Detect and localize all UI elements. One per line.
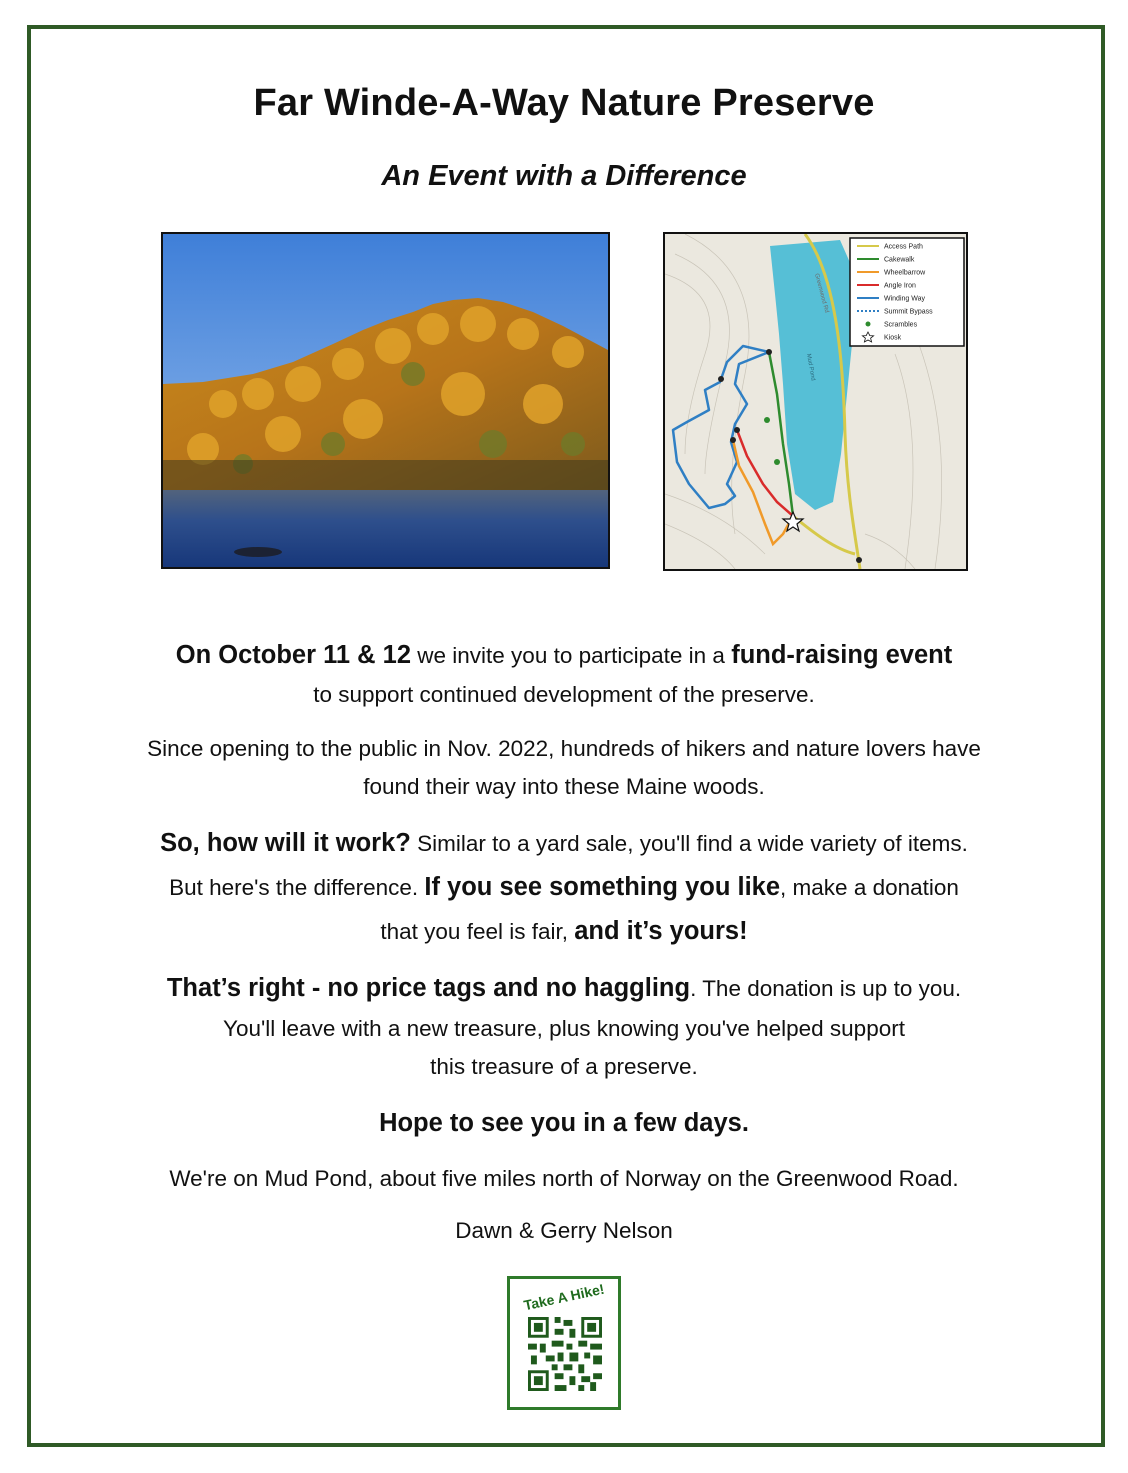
trail-map-illustration — [665, 234, 966, 569]
fair-text: that you feel is fair, — [380, 919, 575, 944]
preserve-line: this treasure of a preserve. — [430, 1054, 698, 1079]
road-label: Greenwood Rd — [813, 272, 830, 314]
legend-cakewalk: Cakewalk — [884, 256, 915, 264]
make-donation-text: , make a donation — [780, 875, 959, 900]
no-haggling-emphasis: That’s right - no price tags and no haggling — [166, 974, 691, 1002]
closing-text: Hope to see you in a few days. — [379, 1109, 749, 1137]
its-yours-emphasis: and it’s yours! — [574, 917, 748, 945]
location-text: We're on Mud Pond, about five miles north of Norway on the Greenwood Road. — [169, 1166, 959, 1191]
legend-access-path: Access Path — [884, 243, 923, 251]
event-paragraph — [60, 635, 1068, 714]
legend-winding-way: Winding Way — [884, 295, 925, 303]
treasure-line: You'll leave with a new treasure, plus knowing you've helped support — [223, 1016, 905, 1041]
event-purpose: to support continued development of the preserve. — [313, 682, 815, 707]
landscape-illustration — [163, 234, 608, 567]
location-line — [60, 1160, 1068, 1198]
legend-scrambles: Scrambles — [884, 321, 918, 329]
signature: Dawn & Gerry Nelson — [455, 1218, 673, 1243]
signature-line — [60, 1212, 1068, 1250]
legend-wheelbarrow: Wheelbarrow — [884, 269, 926, 277]
qr-code-icon — [528, 1317, 602, 1391]
autumn-hillside-photo — [161, 232, 610, 569]
event-dates: On October 11 & 12 — [175, 641, 412, 669]
pond-label: Mud Pond — [805, 353, 816, 382]
map-legend — [850, 238, 964, 346]
page-title: Far Winde-A-Way Nature Preserve — [253, 82, 875, 124]
see-something-emphasis: If you see something you like — [424, 873, 781, 901]
difference-text: But here's the difference. — [169, 875, 425, 900]
history-line-1: Since opening to the public in Nov. 2022, hundreds of hikers and nature lovers have — [147, 736, 981, 761]
history-paragraph — [60, 730, 1068, 806]
fund-raising-emphasis: fund-raising event — [731, 641, 953, 669]
legend-kiosk: Kiosk — [884, 334, 902, 342]
how-it-works-paragraph — [60, 822, 1068, 953]
page-subtitle: An Event with a Difference — [381, 160, 747, 192]
legend-summit-bypass: Summit Bypass — [884, 308, 933, 316]
legend-angle-iron: Angle Iron — [884, 282, 916, 290]
qr-label: Take A Hike! — [522, 1280, 606, 1314]
history-line-2: found their way into these Maine woods. — [363, 774, 765, 799]
invite-text: we invite you to participate in a — [411, 643, 732, 668]
donation-up-to-you-text: . The donation is up to you. — [690, 976, 962, 1001]
qr-code-badge[interactable] — [507, 1276, 621, 1410]
how-it-works-text: Similar to a yard sale, you'll find a wide variety of items. — [410, 831, 968, 856]
trail-map — [663, 232, 968, 571]
no-haggling-paragraph — [60, 967, 1068, 1086]
closing-line — [60, 1102, 1068, 1144]
how-it-works-lead: So, how will it work? — [160, 829, 411, 857]
